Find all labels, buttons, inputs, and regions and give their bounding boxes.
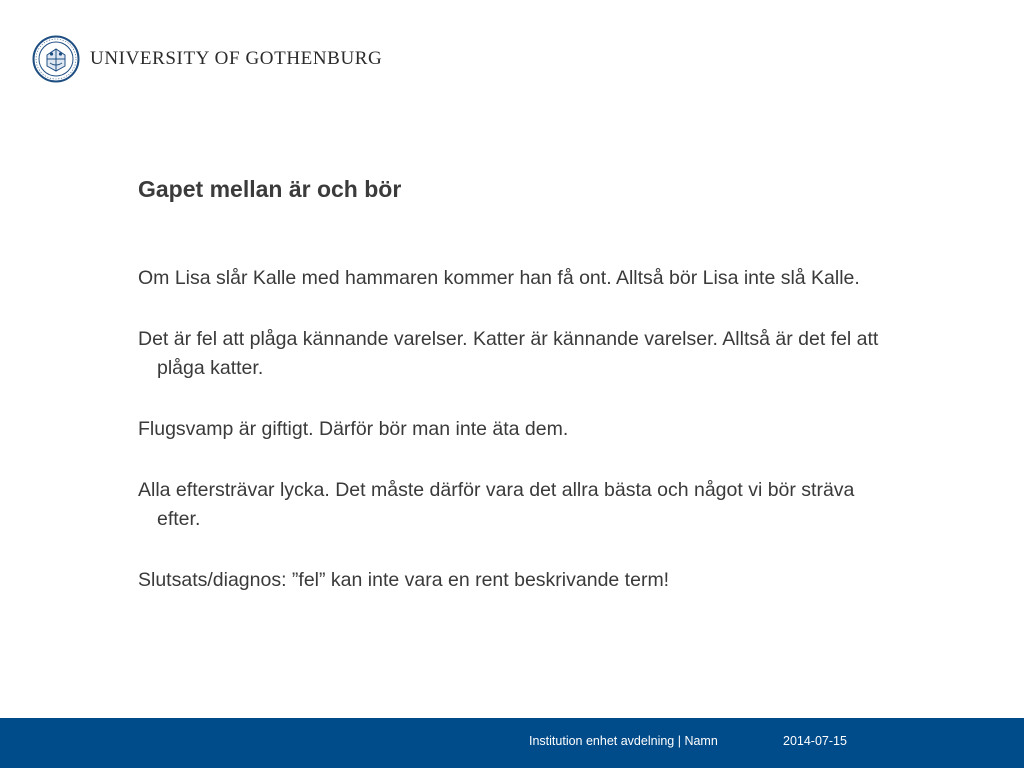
bullet-item: Flugsvamp är giftigt. Därför bör man inte äta dem. — [138, 418, 569, 440]
bullet-item: Om Lisa slår Kalle med hammaren kommer han få ont. Alltså bör Lisa inte slå Kalle. — [138, 267, 860, 289]
footer-date: 2014-07-15 — [783, 734, 847, 748]
university-name: UNIVERSITY OF GOTHENBURG — [90, 48, 383, 69]
footer-bar — [0, 718, 1024, 768]
bullet-item: Slutsats/diagnos: ”fel” kan inte vara en rent beskrivande term! — [138, 569, 670, 591]
header — [32, 34, 382, 84]
bullet-item: Det är fel att plåga kännande varelser. Katter är kännande varelser. Alltså är det fel att plåga katter. — [138, 328, 879, 379]
bullet-list — [138, 264, 898, 627]
slide-title: Gapet mellan är och bör — [138, 176, 402, 202]
university-seal-icon — [32, 35, 80, 83]
footer-institution: Institution enhet avdelning | Namn — [529, 734, 718, 748]
bullet-item: Alla eftersträvar lycka. Det måste därför vara det allra bästa och något vi bör sträva efter. — [138, 479, 855, 530]
